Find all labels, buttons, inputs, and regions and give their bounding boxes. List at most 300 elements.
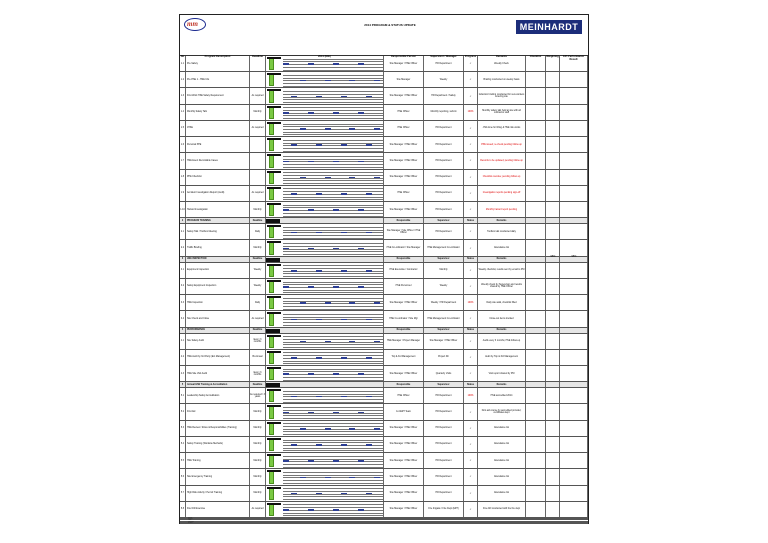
gantt-bar: [308, 509, 314, 511]
cell-empty: [526, 502, 546, 517]
gantt-line: [283, 292, 383, 293]
cell-empty: [546, 121, 560, 136]
cell-deadline: Every 3 months: [250, 334, 266, 349]
cell-program: HSE Event Recordable Cases: [186, 153, 250, 168]
gantt-bar: [366, 96, 372, 98]
cell-flag: ✓: [464, 72, 478, 87]
gantt-line: [283, 442, 383, 443]
gantt-bar: [283, 63, 289, 65]
gantt-line: [283, 91, 383, 92]
cell-resp: Site Manager / HSE Officer: [384, 469, 424, 484]
gantt-line: [283, 440, 383, 441]
gantt-line: [283, 513, 383, 514]
gantt-line: [283, 102, 383, 103]
gantt-plan-marker: [267, 73, 281, 75]
gantt-line: [283, 75, 383, 76]
gantt-line: [283, 507, 383, 508]
gantt-plan-marker: [267, 438, 281, 440]
gantt-bar: [341, 96, 347, 98]
gantt-bar: [283, 460, 289, 462]
cell-empty: [526, 334, 546, 349]
cell-program: Equipment Inspection: [186, 263, 250, 278]
gantt-bar: [358, 161, 364, 163]
cell-empty: [546, 334, 560, 349]
gantt-line: [283, 464, 383, 465]
cell-deadline: Monthly: [250, 105, 266, 120]
gantt-bar: [308, 209, 314, 211]
cell-deadline: [250, 137, 266, 152]
gantt-bar: [366, 396, 372, 398]
cell-deadline: Monthly: [250, 240, 266, 255]
cell-sup: HR Department: [424, 170, 464, 185]
gantt-bar: [366, 193, 372, 195]
gantt-bar: [291, 193, 297, 195]
cell-flag: ✓: [464, 202, 478, 217]
cell-no: 1.8: [180, 170, 186, 185]
cell-empty: [526, 311, 546, 326]
gantt-line: [283, 172, 383, 173]
gantt-line: [283, 126, 383, 127]
cell-sup: HR Department: [424, 469, 464, 484]
cell-remarks: Toolbox talk conducted daily: [478, 224, 526, 239]
cell-program: High Risk Activity / Permit Training: [186, 486, 250, 501]
cell-program: First Aid: [186, 404, 250, 419]
table-row: [180, 263, 588, 279]
gantt-bar: [316, 319, 322, 321]
cell-empty: [546, 56, 560, 71]
gantt-bar: [333, 509, 339, 511]
gantt-bar: [349, 477, 355, 479]
cell-program: Accident Investigation Report (Audit): [186, 186, 250, 201]
cell-sup: Supervisor: [424, 257, 464, 262]
gantt-bar: [349, 128, 355, 130]
gantt-line: [283, 230, 383, 231]
gantt-plan-marker: [267, 296, 281, 298]
cell-flag: ✓: [464, 311, 478, 326]
legend-label: Legend:: [188, 518, 193, 519]
cell-deadline: Monthly: [250, 437, 266, 452]
gantt-bar: [291, 96, 297, 98]
col-program: Program Description: [186, 55, 250, 65]
cell-resp: Site Manager / HSE Officer: [384, 366, 424, 381]
gantt-line: [283, 213, 383, 214]
cell-empty: [560, 279, 588, 294]
table-row: [180, 153, 588, 169]
gantt-line: [283, 450, 383, 451]
gantt-bar: [333, 248, 339, 250]
cell-empty: [560, 121, 588, 136]
cell-sup: Site Manager / HSE Officer: [424, 334, 464, 349]
status-indicator-green: [269, 107, 274, 119]
gantt-bar: [291, 232, 297, 234]
gantt-bar: [333, 286, 339, 288]
cell-remarks: Fire drill conducted with the fire dept: [478, 502, 526, 517]
col-weighting: Weighting: [546, 55, 560, 65]
col-checklist: Checklist: [526, 55, 546, 65]
gantt-line: [283, 322, 383, 323]
cell-remarks: Remarks: [478, 382, 526, 387]
cell-no: 5.5: [180, 453, 186, 468]
cell-empty: [546, 72, 560, 87]
cell-no: 1.2: [180, 72, 186, 87]
gantt-bar: [341, 193, 347, 195]
cell-empty: [526, 257, 546, 262]
cell-program: Traffic Briefing: [186, 240, 250, 255]
cell-empty: [526, 218, 546, 223]
col-progress: Progress: [464, 55, 478, 65]
gantt-line: [283, 355, 383, 356]
cell-deadline: As required: [250, 311, 266, 326]
cell-no: 4.3: [180, 366, 186, 381]
gantt-line: [283, 243, 383, 244]
gantt-line: [283, 80, 383, 81]
status-indicator-green: [269, 74, 274, 86]
cell-deadline: Monthly: [250, 453, 266, 468]
cell-no: 2.2: [180, 240, 186, 255]
cell-sup: HSE Management Co-ordinator: [424, 240, 464, 255]
gantt-line: [283, 251, 383, 252]
cell-remarks: PPE issued; re-check pending follow-up: [478, 137, 526, 152]
gantt-line: [283, 418, 383, 419]
cell-empty: [546, 224, 560, 239]
gantt-line: [283, 298, 383, 299]
cell-empty: [526, 240, 546, 255]
status-indicator-green: [269, 336, 274, 348]
cell-remarks: Monthly hazard report pending: [478, 202, 526, 217]
gantt-line: [283, 167, 383, 168]
cell-resp: HSE Co-ordinator / Site Manager: [384, 240, 424, 255]
gantt-line: [283, 499, 383, 500]
cell-empty: [526, 328, 546, 333]
cell-resp: Site Manager / HSE Officer: [384, 437, 424, 452]
gantt-line: [283, 415, 383, 416]
cell-empty: [560, 224, 588, 239]
cell-empty: [560, 72, 588, 87]
cell-sup: Supervisor: [424, 382, 464, 387]
gantt-bar: [358, 63, 364, 65]
cell-resp: HSE Officer: [384, 186, 424, 201]
cell-flag: ✓: [464, 453, 478, 468]
gantt-bar: [341, 396, 347, 398]
gantt-bar: [316, 144, 322, 146]
cell-sup: Project Dir: [424, 350, 464, 365]
cell-flag: Status: [464, 328, 478, 333]
status-indicator-green: [269, 368, 274, 380]
cell-sup: Fire brigade / Fire Dept (ERT): [424, 502, 464, 517]
cell-flag: ✓: [464, 404, 478, 419]
gantt-bar: [300, 302, 306, 304]
gantt-plan-marker: [267, 405, 281, 407]
gantt-line: [283, 246, 383, 247]
gantt-grid: [283, 388, 383, 404]
cell-resp: Site Manager / HSE Officer: [384, 137, 424, 152]
cell-flag: ✓: [464, 263, 478, 278]
col-kpi-result: KPI Performance Result: [560, 55, 588, 65]
cell-empty: [560, 202, 588, 217]
cell-sup: Supervisor: [424, 328, 464, 333]
cell-empty: [526, 137, 546, 152]
cell-empty: [560, 502, 588, 517]
cell-empty: [546, 486, 560, 501]
col-no: No: [180, 55, 186, 65]
gantt-grid: [283, 469, 383, 485]
gantt-line: [283, 183, 383, 184]
cell-remarks: Audit every 3 months; HSE follow-up: [478, 334, 526, 349]
cell-no: 1.4: [180, 105, 186, 120]
cell-sup: HSE Management Co-ordinator: [424, 311, 464, 326]
cell-program: First Work HSE Safety Requirement: [186, 88, 250, 103]
gantt-plan-marker: [267, 122, 281, 124]
cell-resp: HSE Manager / Project Manager: [384, 334, 424, 349]
gantt-grid: [283, 263, 383, 279]
cell-empty: [560, 153, 588, 168]
cell-flag: ✓: [464, 486, 478, 501]
gantt-line: [283, 205, 383, 206]
cell-empty: [546, 202, 560, 217]
gantt-line: [283, 380, 383, 381]
kpi-result-value: 95%: [571, 255, 577, 258]
cell-sup: Weekly: [424, 72, 464, 87]
gantt-line: [283, 216, 383, 217]
gantt-line: [283, 197, 383, 198]
cell-no: 5.2: [180, 404, 186, 419]
status-indicator-green: [269, 390, 274, 402]
cell-resp: Responsible: [384, 328, 424, 333]
cell-sup: Quarterly Visits: [424, 366, 464, 381]
gantt-bar: [283, 373, 289, 375]
gantt-bar: [325, 341, 331, 343]
table-row: [180, 502, 588, 521]
cell-empty: [546, 388, 560, 403]
gantt-line: [283, 363, 383, 364]
cell-empty: [526, 170, 546, 185]
gantt-bar: [283, 509, 289, 511]
gantt-bar: [308, 248, 314, 250]
col-remarks: Remarks: [478, 55, 526, 65]
cell-timeline: [266, 218, 384, 223]
cell-resp: Site Manager / HSE Officer: [384, 486, 424, 501]
cell-empty: [526, 153, 546, 168]
cell-resp: HSE Officer: [384, 388, 424, 403]
gantt-plan-marker: [267, 241, 281, 243]
gantt-grid: [283, 502, 383, 518]
cell-deadline: As required: [250, 186, 266, 201]
table-row: [180, 72, 588, 88]
status-indicator-green: [269, 204, 274, 216]
status-indicator-green: [269, 352, 274, 364]
gantt-line: [283, 151, 383, 152]
gantt-grid: [283, 224, 383, 240]
gantt-line: [283, 407, 383, 408]
gantt-line: [283, 456, 383, 457]
gantt-bar: [366, 270, 372, 272]
cell-program: Pre-Safety: [186, 56, 250, 71]
cell-sup: HR Department: [424, 153, 464, 168]
cell-empty: [546, 328, 560, 333]
cell-resp: Site Manager / HSE Officer: [384, 56, 424, 71]
cell-remarks: Audit by Top & 3rd Management: [478, 350, 526, 365]
status-indicator-green: [269, 242, 274, 254]
cell-deadline: Monthly: [250, 469, 266, 484]
cell-empty: [526, 186, 546, 201]
table-row: [180, 404, 588, 420]
gantt-line: [283, 188, 383, 189]
gantt-bar: [283, 209, 289, 211]
gantt-plan-marker: [267, 154, 281, 156]
gantt-plan-marker: [267, 367, 281, 369]
cell-empty: [546, 186, 560, 201]
gantt-bar: [325, 177, 331, 179]
gantt-line: [283, 284, 383, 285]
gantt-bar: [283, 161, 289, 163]
cell-empty: [560, 186, 588, 201]
cell-deadline: Weekly: [250, 263, 266, 278]
cell-deadline: [250, 170, 266, 185]
cell-flag: ✓: [464, 502, 478, 517]
gantt-line: [283, 268, 383, 269]
gantt-bar: [374, 428, 380, 430]
gantt-bar: [341, 319, 347, 321]
cell-empty: [546, 105, 560, 120]
gantt-line: [283, 276, 383, 277]
col-deadline: Deadline: [250, 55, 266, 65]
cell-empty: [546, 366, 560, 381]
gantt-line: [283, 394, 383, 395]
gantt-bar: [308, 412, 314, 414]
gantt-bar: [300, 177, 306, 179]
gantt-line: [283, 402, 383, 403]
gantt-line: [283, 175, 383, 176]
gantt-line: [283, 377, 383, 378]
cell-empty: [560, 311, 588, 326]
table-row: [180, 334, 588, 350]
cell-no: 3.4: [180, 311, 186, 326]
cell-program: Hazard Investigation: [186, 202, 250, 217]
gantt-grid: [283, 334, 383, 350]
status-indicator-green: [269, 155, 274, 167]
gantt-plan-marker: [267, 454, 281, 456]
gantt-line: [283, 115, 383, 116]
cell-sup: HR Department: [424, 421, 464, 436]
gantt-grid: [283, 366, 383, 382]
cell-empty: [546, 453, 560, 468]
gantt-bar: [300, 128, 306, 130]
cell-empty: [546, 279, 560, 294]
gantt-bar: [316, 270, 322, 272]
legend-label: Completed: [188, 521, 194, 523]
status-indicator-green: [269, 265, 274, 277]
gantt-line: [283, 342, 383, 343]
kpi-weighting-value: 95%: [550, 255, 556, 258]
cell-empty: [526, 202, 546, 217]
gantt-bar: [341, 270, 347, 272]
cell-deadline: Deadline: [250, 382, 266, 387]
table-row: [180, 137, 588, 153]
gantt-plan-marker: [267, 106, 281, 108]
cell-remarks: Briefing conducted on weekly basis: [478, 72, 526, 87]
gantt-line: [283, 110, 383, 111]
cell-program: Annual HSE Training & Accreditation: [186, 382, 250, 387]
cell-remarks: Records to be updated; pending follow-up: [478, 153, 526, 168]
cell-flag: ✓: [464, 421, 478, 436]
gantt-line: [283, 496, 383, 497]
gantt-line: [283, 459, 383, 460]
table-row: [180, 295, 588, 311]
cell-sup: HR Department: [424, 224, 464, 239]
gantt-bar: [341, 144, 347, 146]
table-header: [180, 35, 588, 61]
cell-remarks: Visit report shared by PM: [478, 366, 526, 381]
gantt-bar: [316, 396, 322, 398]
gantt-line: [283, 339, 383, 340]
table-row: [180, 350, 588, 366]
gantt-bar: [358, 248, 364, 250]
gantt-bar: [333, 63, 339, 65]
cell-resp: HSE Executive / Contractor: [384, 263, 424, 278]
cell-empty: [526, 437, 546, 452]
table-row: [180, 486, 588, 502]
gantt-bar: [341, 232, 347, 234]
gantt-bar: [308, 63, 314, 65]
cell-deadline: [250, 56, 266, 71]
cell-deadline: Daily: [250, 224, 266, 239]
cell-resp: Site Manager / HSE Officer: [384, 421, 424, 436]
cell-empty: [526, 453, 546, 468]
table-row: [180, 279, 588, 295]
gantt-plan-marker: [267, 187, 281, 189]
gantt-bar: [291, 493, 297, 495]
cell-empty: [526, 72, 546, 87]
table-row: [180, 202, 588, 218]
gantt-bar: [333, 112, 339, 114]
gantt-line: [283, 99, 383, 100]
cell-empty: [526, 388, 546, 403]
col-responsible: Responsible Person: [384, 55, 424, 65]
cell-resp: Site Manager / HSE Officer: [384, 502, 424, 517]
cell-no: 1.1: [180, 56, 186, 71]
cell-deadline: As required: [250, 502, 266, 517]
cell-resp: Site Manager / HSE Officer: [384, 170, 424, 185]
cell-deadline: Weekly: [250, 279, 266, 294]
gantt-line: [283, 132, 383, 133]
cell-empty: [526, 295, 546, 310]
gantt-bar: [316, 444, 322, 446]
gantt-plan-marker: [267, 487, 281, 489]
cell-flag: ✓: [464, 56, 478, 71]
gantt-line: [283, 265, 383, 266]
cell-empty: [560, 137, 588, 152]
cell-flag: ✓: [464, 437, 478, 452]
gantt-grid: [283, 153, 383, 169]
gantt-line: [283, 303, 383, 304]
status-indicator-green: [269, 139, 274, 151]
cell-sup: HR Department: [424, 186, 464, 201]
cell-deadline: Monthly: [250, 486, 266, 501]
table-row: [180, 170, 588, 186]
gantt-line: [283, 178, 383, 179]
gantt-bar: [308, 460, 314, 462]
cell-deadline: Monthly: [250, 202, 266, 217]
cell-empty: [560, 170, 588, 185]
gantt-bar: [349, 302, 355, 304]
table-row: [180, 453, 588, 469]
gantt-line: [283, 227, 383, 228]
cell-deadline: Bi-Annual: [250, 350, 266, 365]
gantt-bar: [316, 232, 322, 234]
cell-remarks: JHA done for lifting & HSE risk works: [478, 121, 526, 136]
gantt-line: [283, 448, 383, 449]
gantt-line: [283, 423, 383, 424]
